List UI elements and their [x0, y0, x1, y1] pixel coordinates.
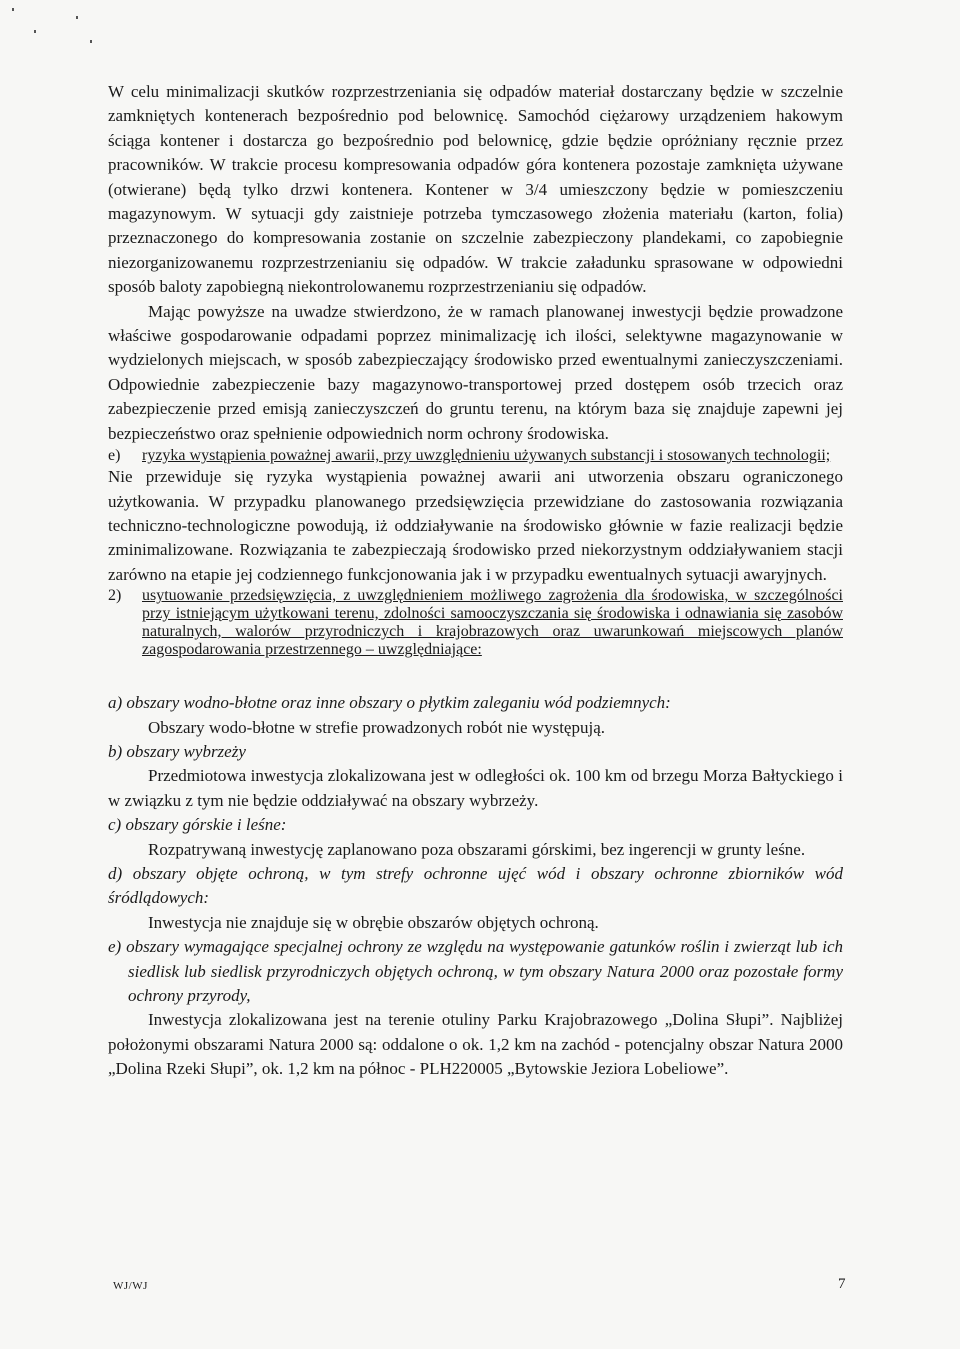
subsection-a-body: Obszary wodo-błotne w strefie prowadzonych robót nie występują.: [148, 717, 605, 737]
subsection-d-heading: d) obszary objęte ochroną, w tym strefy ochronne ujęć wód i obszary ochronne zbiorników wód śródlądowych:: [108, 863, 843, 908]
spacer: [108, 659, 843, 691]
section-2-heading: [108, 587, 843, 659]
section-e-label: e): [108, 447, 121, 465]
subsection-b-heading: b) obszary wybrzeży: [108, 741, 246, 761]
paragraph-waste-containers: W celu minimalizacji skutków rozprzestrzeniania się odpadów materiał dostarczany będzie w szczelnie zamkniętych kontenerach bezpośrednio pod belownicę. Samochód ciężarowy urządzeniem hakowym ściąga kontener i dostarcza go bezpośrednio pod belownicę, gdzie będzie opróżniany ręcznie przez pracowników. W trakcie procesu kompresowania odpadów góra kontenera pozostaje zamknięta używane (otwierane) będą tylko drzwi kontenera. Kontener w 3/4 umieszczony będzie w pomieszczeniu magazynowym. W sytuacji gdy zaistnieje potrzeba tymczasowego złożenia materiału (karton, folia) przeznaczonego do kompresowania zostanie on szczelnie zabezpieczony plandekami, co zapobiegnie niezorganizowanemu rozprzestrzenianiu się odpadów. W trakcie załadunku sprasowane w odpowiedni sposób baloty zapobiegną niekontrolowanemu rozprzestrzenianiu się odpadów.: [108, 82, 843, 297]
subsection-d-body: Inwestycja nie znajduje się w obrębie obszarów objętych ochroną.: [148, 912, 599, 932]
section-e-title: ryzyka wystąpienia poważnej awarii, przy uwzględnieniu używanych substancji i stosowanych technologii;: [142, 447, 831, 465]
page-number: 7: [838, 1276, 846, 1292]
subsection-c-heading: c) obszary górskie i leśne:: [108, 815, 287, 835]
section-2-title: usytuowanie przedsięwzięcia, z uwzględnieniem możliwego zagrożenia dla środowiska, w szczególności przy istniejącym użytkowani terenu, zdolności samooczyszczania się środowiska i odnawiania się zasobów naturalnych, walorów przyrodniczych i krajobrazowych oraz uwarunkowań miejscowych planów zagospodarowania przestrzennego – uwzględniające:: [142, 587, 843, 659]
subsection-e-body: Inwestycja zlokalizowana jest na terenie otuliny Parku Krajobrazowego „Dolina Słupi”. Najbliżej położonymi obszarami Natura 2000 są: oddalone o ok. 1,2 km na zachód - potencjalny obszar Natura 2000 „Dolina Rzeki Słupi”, ok. 1,2 km na północ - PLH220005 „Bytowskie Jeziora Lobeliowe”.: [108, 1010, 843, 1079]
section-e-heading: [108, 447, 843, 465]
section-e-body: Nie przewiduje się ryzyka wystąpienia poważnej awarii ani utworzenia obszaru ograniczonego użytkowania. W przypadku planowanego przedsięwzięcia przewidziane do zastosowania rozwiązania techniczno-technologiczne powodują, iż oddziaływanie na środowisko głównie w fazie realizacji będzie zminimalizowane. Rozwiązania te zabezpieczają środowisko przed niekorzystnym oddziaływaniem stacji zarówno na etapie jej codziennego funkcjonowania jak i w przypadku ewentualnych sytuacji awaryjnych.: [108, 467, 843, 584]
subsection-a-heading: a) obszary wodno-błotne oraz inne obszary o płytkim zaleganiu wód podziemnych:: [108, 693, 671, 713]
scan-speck: [90, 40, 92, 43]
scan-speck: [34, 30, 36, 33]
document-page: [108, 80, 843, 1082]
scan-speck: [76, 16, 78, 19]
scan-speck: [12, 8, 14, 11]
paragraph-waste-management-summary: Mając powyższe na uwadze stwierdzono, że w ramach planowanej inwestycji będzie prowadzone właściwe gospodarowanie odpadami poprzez minimalizację ich ilości, selektywne magazynowanie w wydzielonych miejscach, w sposób zabezpieczający środowisko przed ewentualnymi zanieczyszczeniami. Odpowiednie zabezpieczenie bazy magazynowo-transportowej przed dostępem osób trzecich oraz zabezpieczenie przed emisją zanieczyszczeń do gruntu terenu, na którym baza się znajduje zapewni jej bezpieczeństwo oraz spełnienie odpowiednich norm ochrony środowiska.: [108, 301, 843, 443]
subsection-c-body: Rozpatrywaną inwestycję zaplanowano poza obszarami górskimi, bez ingerencji w grunty leśne.: [148, 839, 806, 859]
subsection-b-body: Przedmiotowa inwestycja zlokalizowana jest w odległości ok. 100 km od brzegu Morza Bałtyckiego i w związku z tym nie będzie oddziaływać na obszary wybrzeży.: [108, 766, 843, 810]
footer-initials: WJ/WJ: [113, 1280, 148, 1292]
subsection-e-heading: e) obszary wymagające specjalnej ochrony ze względu na występowanie gatunków roślin i zwierząt lub ich siedlisk lub siedlisk przyrodniczych objętych ochroną, w tym obszary Natura 2000 oraz pozostałe formy ochrony przyrody,: [108, 937, 843, 1005]
section-2-label: 2): [108, 587, 122, 605]
